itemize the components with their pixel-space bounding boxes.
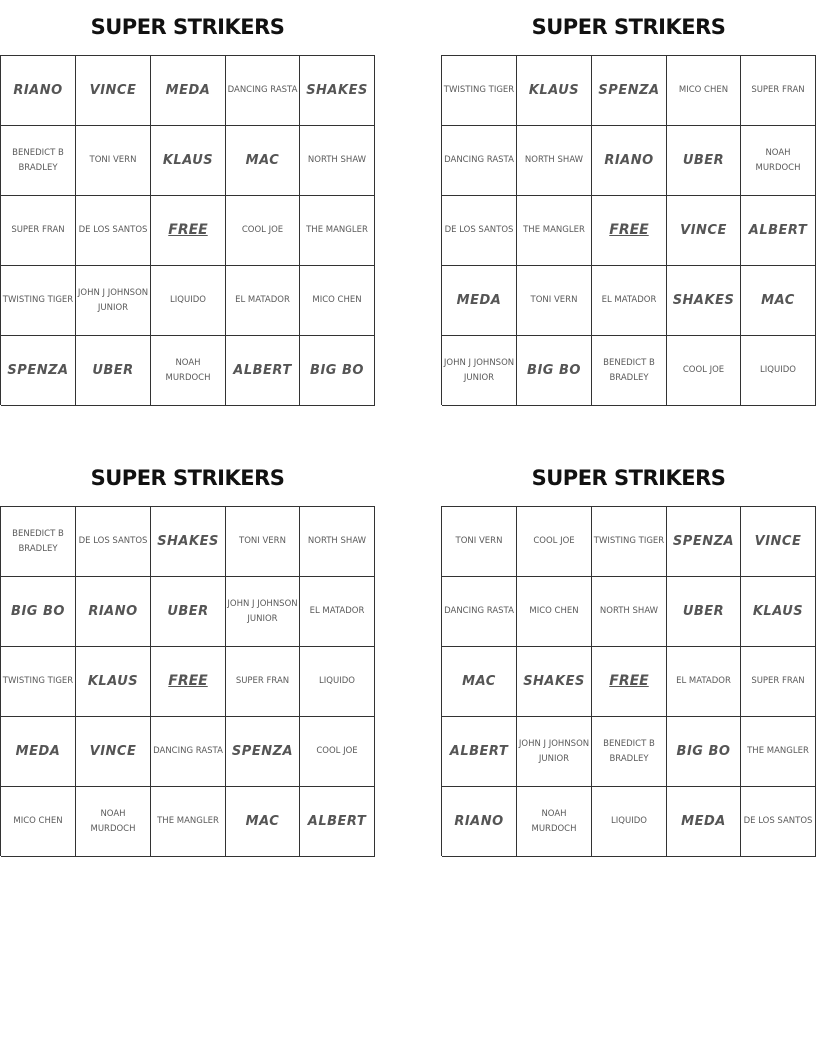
bingo-cell: DANCING RASTA	[226, 56, 300, 126]
bingo-cell: LIQUIDO	[741, 336, 816, 406]
free-space-cell: FREE	[151, 647, 226, 717]
bingo-cell: VINCE	[76, 717, 151, 787]
bingo-cell: TWISTING TIGER	[1, 266, 76, 336]
free-space-cell: FREE	[151, 196, 226, 266]
bingo-cell: KLAUS	[741, 577, 816, 647]
bingo-cell: SHAKES	[667, 266, 741, 336]
bingo-cell: TWISTING TIGER	[442, 56, 517, 126]
bingo-cell: NOAH MURDOCH	[151, 336, 226, 406]
bingo-grid	[0, 55, 375, 405]
bingo-cell: ALBERT	[300, 787, 375, 857]
bingo-cell: BENEDICT B BRADLEY	[1, 126, 76, 196]
bingo-cell: EL MATADOR	[300, 577, 375, 647]
bingo-cell: DANCING RASTA	[442, 126, 517, 196]
bingo-cell: DE LOS SANTOS	[442, 196, 517, 266]
bingo-cell: MICO CHEN	[1, 787, 76, 857]
bingo-cell: SPENZA	[667, 507, 741, 577]
bingo-cell: ALBERT	[226, 336, 300, 406]
free-space-cell: FREE	[592, 196, 667, 266]
bingo-cell: TONI VERN	[517, 266, 592, 336]
bingo-cell: THE MANGLER	[741, 717, 816, 787]
bingo-cell: DANCING RASTA	[442, 577, 517, 647]
bingo-cell: JOHN J JOHNSON JUNIOR	[76, 266, 151, 336]
bingo-cell: LIQUIDO	[300, 647, 375, 717]
bingo-cell: SUPER FRAN	[226, 647, 300, 717]
bingo-cell: MEDA	[151, 56, 226, 126]
bingo-grid	[0, 506, 375, 856]
bingo-cell: SHAKES	[300, 56, 375, 126]
bingo-cell: VINCE	[76, 56, 151, 126]
card-title: SUPER STRIKERS	[90, 466, 285, 490]
bingo-cell: NOAH MURDOCH	[741, 126, 816, 196]
free-space-cell: FREE	[592, 647, 667, 717]
bingo-cell: KLAUS	[517, 56, 592, 126]
bingo-cell: RIANO	[1, 56, 76, 126]
bingo-cell: SUPER FRAN	[741, 647, 816, 717]
bingo-cell: MEDA	[442, 266, 517, 336]
bingo-cell: THE MANGLER	[151, 787, 226, 857]
bingo-cell: DE LOS SANTOS	[76, 196, 151, 266]
bingo-cell: BIG BO	[300, 336, 375, 406]
bingo-cell: MICO CHEN	[517, 577, 592, 647]
card-title: SUPER STRIKERS	[90, 15, 285, 39]
bingo-cell: DANCING RASTA	[151, 717, 226, 787]
bingo-cell: MICO CHEN	[667, 56, 741, 126]
bingo-cell: BENEDICT B BRADLEY	[1, 507, 76, 577]
bingo-cell: TWISTING TIGER	[592, 507, 667, 577]
bingo-cell: COOL JOE	[300, 717, 375, 787]
bingo-cell: ALBERT	[741, 196, 816, 266]
card-title: SUPER STRIKERS	[531, 15, 726, 39]
bingo-cell: SUPER FRAN	[741, 56, 816, 126]
bingo-cell: SPENZA	[1, 336, 76, 406]
bingo-cell: TONI VERN	[76, 126, 151, 196]
bingo-cell: COOL JOE	[667, 336, 741, 406]
bingo-cell: THE MANGLER	[300, 196, 375, 266]
bingo-cell: NOAH MURDOCH	[76, 787, 151, 857]
bingo-cell: UBER	[76, 336, 151, 406]
bingo-cell: TONI VERN	[226, 507, 300, 577]
bingo-cell: TWISTING TIGER	[1, 647, 76, 717]
bingo-cell: BIG BO	[1, 577, 76, 647]
bingo-cell: MEDA	[667, 787, 741, 857]
bingo-cell: MICO CHEN	[300, 266, 375, 336]
bingo-cell: KLAUS	[151, 126, 226, 196]
bingo-cell: VINCE	[741, 507, 816, 577]
bingo-cell: DE LOS SANTOS	[741, 787, 816, 857]
bingo-cell: TONI VERN	[442, 507, 517, 577]
bingo-cell: VINCE	[667, 196, 741, 266]
bingo-cell: RIANO	[442, 787, 517, 857]
bingo-cell: NORTH SHAW	[592, 577, 667, 647]
bingo-cell: JOHN J JOHNSON JUNIOR	[517, 717, 592, 787]
bingo-cell: KLAUS	[76, 647, 151, 717]
bingo-cell: UBER	[667, 577, 741, 647]
card-title: SUPER STRIKERS	[531, 466, 726, 490]
bingo-cell: LIQUIDO	[151, 266, 226, 336]
bingo-cell: SHAKES	[151, 507, 226, 577]
bingo-grid	[441, 506, 816, 856]
bingo-cell: THE MANGLER	[517, 196, 592, 266]
bingo-grid	[441, 55, 816, 405]
bingo-cell: NORTH SHAW	[300, 507, 375, 577]
bingo-cell: BIG BO	[517, 336, 592, 406]
bingo-cell: RIANO	[592, 126, 667, 196]
bingo-cell: BIG BO	[667, 717, 741, 787]
bingo-cell: BENEDICT B BRADLEY	[592, 717, 667, 787]
bingo-cell: COOL JOE	[517, 507, 592, 577]
bingo-cell: NOAH MURDOCH	[517, 787, 592, 857]
bingo-cell: JOHN J JOHNSON JUNIOR	[226, 577, 300, 647]
bingo-cell: JOHN J JOHNSON JUNIOR	[442, 336, 517, 406]
bingo-cell: ALBERT	[442, 717, 517, 787]
bingo-cell: SPENZA	[226, 717, 300, 787]
bingo-cell: BENEDICT B BRADLEY	[592, 336, 667, 406]
bingo-cell: SHAKES	[517, 647, 592, 717]
bingo-cell: EL MATADOR	[592, 266, 667, 336]
bingo-cell: NORTH SHAW	[300, 126, 375, 196]
bingo-cell: MAC	[226, 787, 300, 857]
bingo-cell: UBER	[667, 126, 741, 196]
bingo-cell: SPENZA	[592, 56, 667, 126]
bingo-cell: MAC	[226, 126, 300, 196]
bingo-cell: MEDA	[1, 717, 76, 787]
bingo-cell: COOL JOE	[226, 196, 300, 266]
bingo-cell: MAC	[442, 647, 517, 717]
bingo-cell: NORTH SHAW	[517, 126, 592, 196]
bingo-cell: EL MATADOR	[226, 266, 300, 336]
bingo-cell: MAC	[741, 266, 816, 336]
bingo-cell: SUPER FRAN	[1, 196, 76, 266]
bingo-cell: UBER	[151, 577, 226, 647]
bingo-cell: EL MATADOR	[667, 647, 741, 717]
bingo-cell: LIQUIDO	[592, 787, 667, 857]
bingo-cell: RIANO	[76, 577, 151, 647]
bingo-cell: DE LOS SANTOS	[76, 507, 151, 577]
